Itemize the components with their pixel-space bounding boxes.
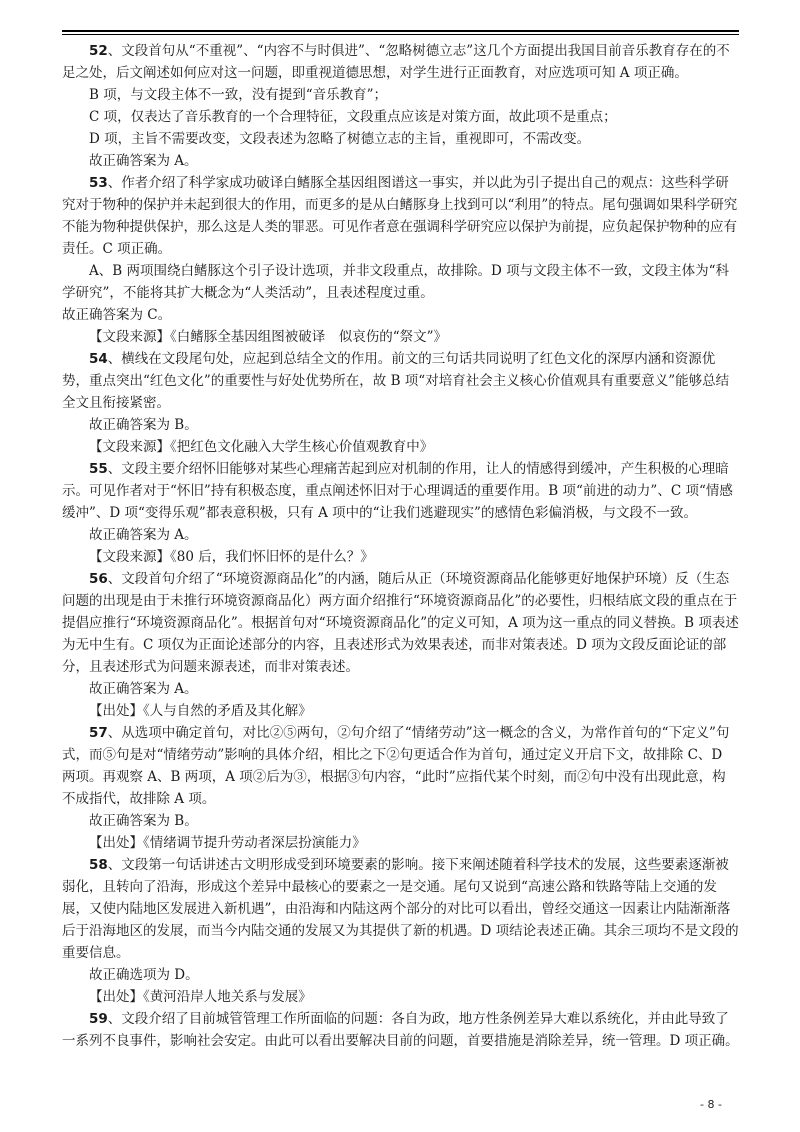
paragraph-text: 、文段首句从“不重视”、“内容不与时俱进”、“忽略树德立志”这几个方面提出我国目前音乐教育存在的不足之处，后文阐述如何应对这一问题，即重视道德思想，对学生进行正面教育，对应选项可知 A 项正确。 xyxy=(62,43,730,81)
explanation-paragraph xyxy=(62,128,739,150)
question-explanation-paragraph xyxy=(62,722,739,810)
paragraph-text: 、文段介绍了目前城管管理工作所面临的问题：各自为政，地方性条例差异大难以系统化，并由此导致了一系列不良事件，影响社会安定。由此可以看出要解决目前的问题，首要措施是消除差异，统一管理。D 项正确。 xyxy=(62,1011,739,1049)
explanation-paragraph xyxy=(62,260,739,304)
paragraph-text: D 项，主旨不需要改变，文段表述为忽略了树德立志的主旨，重视即可，不需改变。 xyxy=(89,131,591,147)
explanation-paragraph xyxy=(62,678,739,700)
question-explanation-paragraph xyxy=(62,458,739,524)
explanation-paragraph xyxy=(62,810,739,832)
paragraph-text: 故正确答案为 B。 xyxy=(89,813,198,829)
header-rule-thick xyxy=(62,30,739,32)
explanation-paragraph xyxy=(62,150,739,172)
paragraph-text: 、从选项中确定首句，对比②⑤两句，②句介绍了“情绪劳动”这一概念的含义，为常作首句的“下定义”句式，而⑤句是对“情绪劳动”影响的具体介绍，相比之下②句更适合作为首句，通过定义开启下文，故排除 C、D 两项。再观察 A、B 两项，A 项②后为③，根据③句内容，“此时”应指代某个时刻，而②句中没有出现此意，构不成指代，故排除 A 项。 xyxy=(62,725,730,807)
question-number: 53 xyxy=(89,175,108,191)
paragraph-text: 【出处】《黄河沿岸人地关系与发展》 xyxy=(89,989,312,1005)
paragraph-text: B 项，与文段主体不一致，没有提到“音乐教育”； xyxy=(89,87,388,103)
paragraph-text: 故正确答案为 C。 xyxy=(62,307,172,323)
explanation-paragraph xyxy=(62,546,739,568)
paragraph-text: 【文段来源】《白鳍豚全基因组图被破译 似哀伤的“祭文”》 xyxy=(89,329,448,345)
paragraph-text: 、横线在文段尾句处，应起到总结全文的作用。前文的三句话共同说明了红色文化的深厚内涵和资源优势，重点突出“红色文化”的重要性与好处优势所在，故 B 项“对培育社会主义核心价值观具有重要意义”能够总结全文且衔接紧密。 xyxy=(62,351,730,411)
paragraph-text: 、文段第一句话讲述古文明形成受到环境要素的影响。接下来阐述随着科学技术的发展，这些要素逐渐被弱化，且转向了沿海，形成这个差异中最核心的要素之一是交通。尾句又说到“高速公路和铁路等陆上交通的发展，又使内陆地区发展进入新机遇”，由沿海和内陆这两个部分的对比可以看出，曾经交通这一因素让内陆渐渐落后于沿海地区的发展，而当今内陆交通的发展又为其提供了新的机遇。D 项结论表述正确。其余三项均不是文段的重要信息。 xyxy=(62,857,739,961)
question-number: 52 xyxy=(89,43,108,59)
paragraph-text: 故正确答案为 B。 xyxy=(89,417,198,433)
question-explanation-paragraph xyxy=(62,40,739,84)
header-rule-thin xyxy=(62,34,739,35)
explanation-paragraph xyxy=(62,326,739,348)
question-explanation-paragraph xyxy=(62,1008,739,1052)
document-body xyxy=(62,40,739,1052)
question-number: 55 xyxy=(89,461,108,477)
question-explanation-paragraph xyxy=(62,172,739,260)
question-number: 56 xyxy=(89,571,108,587)
paragraph-text: 【文段来源】《80 后，我们怀旧怀的是什么？》 xyxy=(89,549,374,565)
question-number: 54 xyxy=(89,351,108,367)
question-explanation-paragraph xyxy=(62,348,739,414)
page-number: - 8 - xyxy=(700,1098,722,1111)
paragraph-text: 、文段主要介绍怀旧能够对某些心理痛苦起到应对机制的作用，让人的情感得到缓冲，产生积极的心理暗示。可见作者对于“怀旧”持有积极态度，重点阐述怀旧对于心理调适的重要作用。B 项“前进的动力”、C 项“情感缓冲”、D 项“变得乐观”都表意积极，只有 A 项中的“让我们逃避现实”的感情色彩偏消极，与文段不一致。 xyxy=(62,461,733,521)
question-number: 57 xyxy=(89,725,108,741)
paragraph-text: 故正确选项为 D。 xyxy=(89,967,199,983)
question-explanation-paragraph xyxy=(62,568,739,678)
paragraph-text: A、B 两项围绕白鳍豚这个引子设计选项，并非文段重点，故排除。D 项与文段主体不一致，文段主体为“科学研究”，不能将其扩大概念为“人类活动”，且表述程度过重。 xyxy=(62,263,729,301)
explanation-paragraph xyxy=(62,84,739,106)
paragraph-text: 【出处】《情绪调节提升劳动者深层扮演能力》 xyxy=(89,835,366,851)
explanation-paragraph xyxy=(62,700,739,722)
explanation-paragraph xyxy=(62,986,739,1008)
explanation-paragraph xyxy=(62,304,739,326)
question-number: 59 xyxy=(89,1011,108,1027)
explanation-paragraph xyxy=(62,414,739,436)
paragraph-text: C 项，仅表达了音乐教育的一个合理特征，文段重点应该是对策方面，故此项不是重点； xyxy=(89,109,617,125)
paragraph-text: 、文段首句介绍了“环境资源商品化”的内涵，随后从正（环境资源商品化能够更好地保护环境）反（生态问题的出现是由于未推行环境资源商品化）两方面介绍推行“环境资源商品化”的必要性，归根结底文段的重点在于提倡应推行“环境资源商品化”。根据首句对“环境资源商品化”的定义可知，A 项为这一重点的同义替换。B 项表述为无中生有。C 项仅为正面论述部分的内容，且表述形式为效果表述，而非对策表述。D 项为文段反面论证的部分，且表述形式为问题来源表述，而非对策表述。 xyxy=(62,571,739,675)
paragraph-text: 故正确答案为 A。 xyxy=(89,527,198,543)
explanation-paragraph xyxy=(62,106,739,128)
paragraph-text: 、作者介绍了科学家成功破译白鳍豚全基因组图谱这一事实，并以此为引子提出自己的观点：这些科学研究对于物种的保护并未起到很大的作用，而更多的是从白鳍豚身上找到可以“利用”的特点。尾句强调如果科学研究不能为物种提供保护，那么这是人类的罪恶。可见作者意在强调科学研究应以保护为前提，应负起保护物种的应有责任。C 项正确。 xyxy=(62,175,738,257)
explanation-paragraph xyxy=(62,436,739,458)
paragraph-text: 故正确答案为 A。 xyxy=(89,153,198,169)
explanation-paragraph xyxy=(62,964,739,986)
paragraph-text: 故正确答案为 A。 xyxy=(89,681,198,697)
explanation-paragraph xyxy=(62,524,739,546)
explanation-paragraph xyxy=(62,832,739,854)
paragraph-text: 【文段来源】《把红色文化融入大学生核心价值观教育中》 xyxy=(89,439,434,455)
paragraph-text: 【出处】《人与自然的矛盾及其化解》 xyxy=(89,703,312,719)
question-number: 58 xyxy=(89,857,108,873)
question-explanation-paragraph xyxy=(62,854,739,964)
